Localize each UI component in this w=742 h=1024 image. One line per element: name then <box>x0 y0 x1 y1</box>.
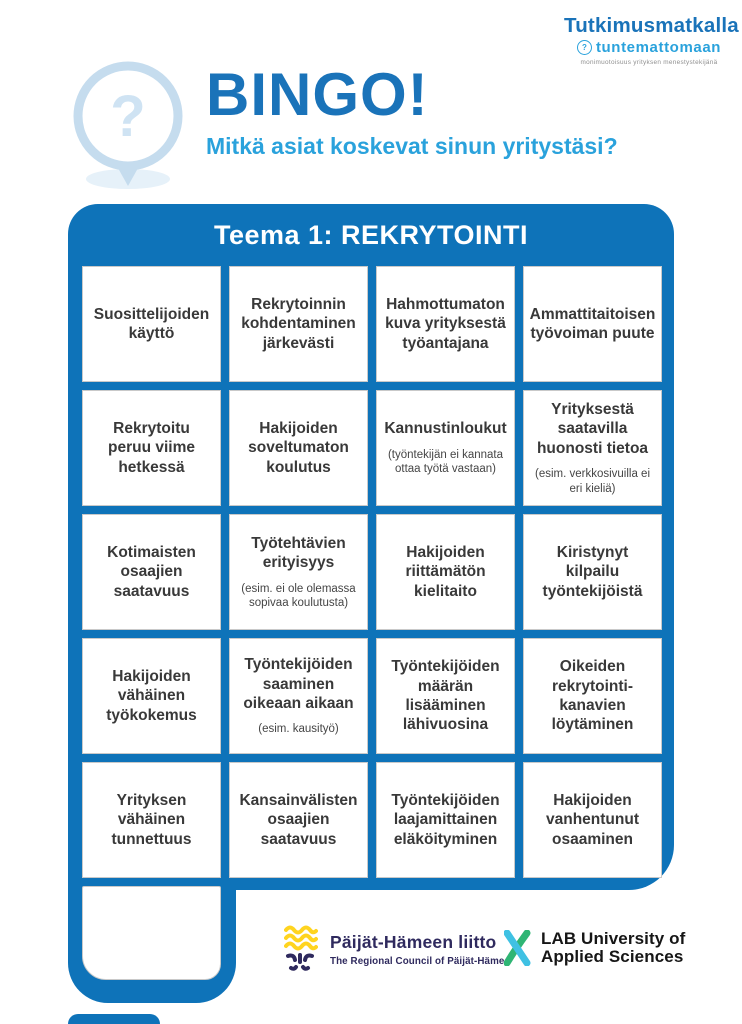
bingo-cell <box>523 266 662 382</box>
cell-text: Hakijoiden vanhentunut osaaminen <box>546 791 639 848</box>
cell-text: Kotimaisten osaajien saatavuus <box>107 543 196 600</box>
lab-name-line2: Applied Sciences <box>541 947 684 967</box>
bingo-cell <box>376 514 515 630</box>
cell-text: Oikeiden rekrytointi-kanavien löytäminen <box>551 658 634 734</box>
cell-text: Yrityksestä saatavilla huonosti tietoa <box>536 401 649 457</box>
bingo-cell <box>376 638 515 754</box>
cell-note: (esim. ei ole olemassa sopivaa koulutusta) <box>241 582 356 609</box>
bingo-cell <box>376 266 515 382</box>
cell-text: Hakijoiden soveltumaton koulutus <box>248 419 349 476</box>
page-subtitle: Mitkä asiat koskevat sinun yritystäsi? <box>206 133 618 159</box>
cell-text: Työntekijöiden laajamittainen eläköityminen <box>391 791 500 848</box>
cell-text: Hakijoiden riittämätön kielitaito <box>405 543 486 600</box>
board-header: Teema 1: REKRYTOINTI <box>213 219 529 250</box>
bingo-cell <box>229 266 368 382</box>
page-title: BINGO! <box>206 61 429 128</box>
cell-text: Kansainvälisten osaajien saatavuus <box>239 791 358 848</box>
brand-name-line1: Tutkimusmatkalla <box>564 14 739 37</box>
cell-text: Ammattitaitoisen työvoiman puute <box>529 305 656 342</box>
bingo-cell <box>229 638 368 754</box>
bingo-cell <box>82 266 221 382</box>
cell-text: Rekrytoitu peruu viime hetkessä <box>108 419 195 476</box>
bingo-cell <box>523 390 662 506</box>
brand-logo <box>564 14 739 66</box>
bingo-cell <box>376 762 515 878</box>
bingo-cell <box>229 762 368 878</box>
cell-text: Hakijoiden vähäinen työkokemus <box>106 667 197 724</box>
regional-council-logo <box>284 924 504 974</box>
regional-council-subtitle: The Regional Council of Päijät-Häme <box>330 955 505 967</box>
cell-text: Rekrytoinnin kohdentaminen järkevästi <box>241 295 356 352</box>
cell-note: (esim. verkkosivuilla ei eri kieliä) <box>534 468 651 495</box>
cell-text: Kiristynyt kilpailu työntekijöistä <box>542 543 643 600</box>
cell-note: (esim. kausityö) <box>258 723 339 736</box>
bingo-cell <box>229 514 368 630</box>
cell-text: Työtehtävien erityisyys <box>251 534 346 572</box>
bingo-cell <box>376 390 515 506</box>
bingo-cell <box>523 762 662 878</box>
brand-name-line2: tuntemattomaan <box>595 39 722 56</box>
cell-text: Yrityksen vähäinen tunnettuus <box>111 791 192 848</box>
bingo-cell <box>82 762 221 878</box>
cell-text: Suosittelijoiden käyttö <box>93 305 210 342</box>
lab-x-icon <box>504 930 532 966</box>
lab-logo <box>504 930 685 967</box>
cell-text: Työntekijöiden saaminen oikeaan aikaan <box>243 656 354 712</box>
cell-note: (työntekijän ei kannata ottaa työtä vastaan) <box>387 448 504 476</box>
bingo-grid <box>82 266 662 878</box>
cell-text: Työntekijöiden määrän lisääminen lähivuosina <box>391 658 500 734</box>
cell-text: Hahmottumaton kuva yrityksestä työantajana <box>385 295 506 352</box>
next-board-edge <box>68 1014 160 1024</box>
bingo-cell <box>229 390 368 506</box>
question-pin-icon <box>58 56 198 196</box>
lab-name-line1: LAB University of <box>541 929 686 948</box>
waves-icon <box>284 924 318 974</box>
cell-text: Kannustinloukut <box>384 420 507 438</box>
svg-text:?: ? <box>110 84 146 149</box>
bingo-cell <box>82 638 221 754</box>
mini-question-pin-icon: ? <box>577 40 592 55</box>
regional-council-name: Päijät-Hämeen liitto <box>330 931 497 952</box>
brand-tagline: monimuotoisuus yrityksen menestystekijänä <box>580 59 718 66</box>
bingo-cell <box>523 638 662 754</box>
bingo-cell-empty <box>82 886 221 980</box>
bingo-cell <box>523 514 662 630</box>
bingo-cell <box>82 514 221 630</box>
bingo-cell <box>82 390 221 506</box>
